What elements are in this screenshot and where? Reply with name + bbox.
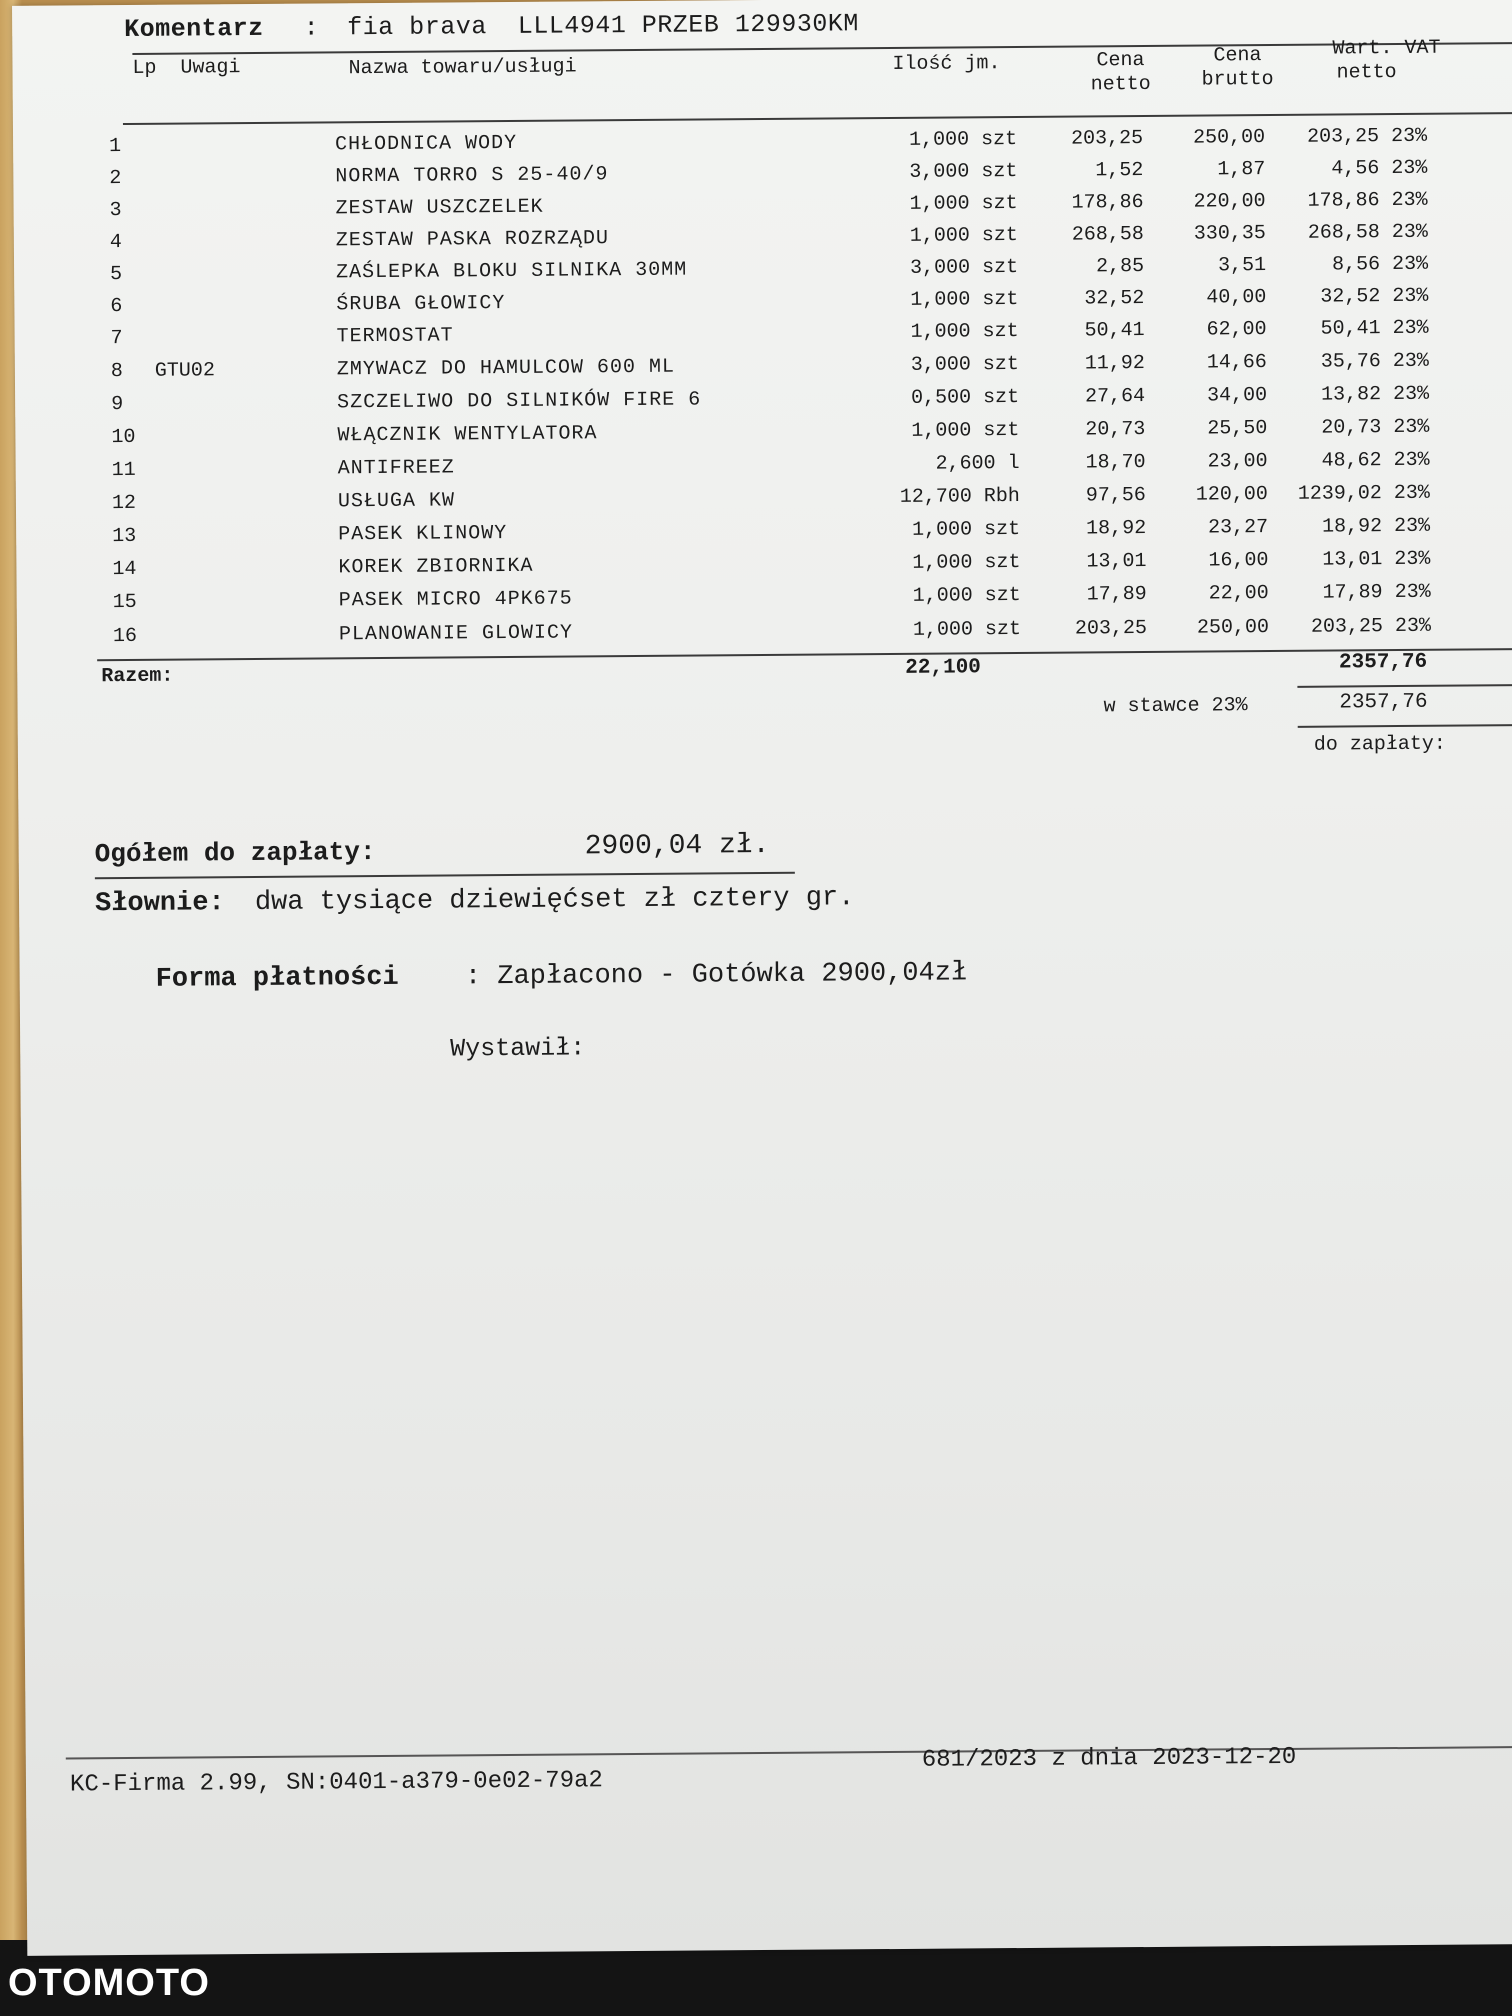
header-value-line1: Wart. VAT xyxy=(1332,36,1441,61)
row-name: ZAŚLEPKA BLOKU SILNIKA 30MM xyxy=(336,258,688,285)
invoice-page xyxy=(12,0,1512,1956)
row-name: ZMYWACZ DO HAMULCOW 600 ML xyxy=(336,355,676,382)
row-net: 18,92 xyxy=(1086,516,1147,541)
totals-qty: 22,100 xyxy=(905,656,981,680)
row-lp: 4 xyxy=(109,231,122,255)
row-name: PASEK MICRO 4PK675 xyxy=(338,587,573,613)
grand-total-value: 2900,04 zł. xyxy=(584,829,770,863)
row-value: 35,76 23% xyxy=(1320,349,1429,374)
row-value: 32,52 23% xyxy=(1320,284,1429,309)
row-lp: 1 xyxy=(109,135,122,159)
header-qty: Ilość jm. xyxy=(892,52,1001,76)
row-value: 17,89 23% xyxy=(1322,580,1431,605)
row-qty: 1,000 szt xyxy=(912,517,1021,542)
payment-value: : Zapłacono - Gotówka 2900,04zł xyxy=(464,958,968,993)
row-value: 268,58 23% xyxy=(1307,220,1428,245)
row-gross: 1,87 xyxy=(1217,158,1266,182)
rate-label: w stawce 23% xyxy=(1103,694,1248,719)
row-gross: 62,00 xyxy=(1206,318,1267,342)
row-qty: 1,000 szt xyxy=(910,287,1019,312)
row-value: 1239,02 23% xyxy=(1297,481,1430,506)
row-net: 20,73 xyxy=(1085,418,1146,442)
row-name: WŁĄCZNIK WENTYLATORA xyxy=(337,422,598,448)
header-gross-line1: Cena xyxy=(1213,44,1262,68)
row-name: ZESTAW PASKA ROZRZĄDU xyxy=(335,227,610,253)
row-gross: 220,00 xyxy=(1193,190,1266,214)
row-gross: 22,00 xyxy=(1208,582,1269,606)
header-net-line1: Cena xyxy=(1096,48,1145,73)
header-net-line2: netto xyxy=(1090,72,1151,97)
row-net: 50,41 xyxy=(1084,319,1145,343)
words-row xyxy=(95,883,855,919)
row-name: CHŁODNICA WODY xyxy=(335,131,518,157)
row-gross: 3,51 xyxy=(1217,254,1267,278)
header-bottom-rule xyxy=(123,112,1512,125)
rate-value-rule xyxy=(1298,724,1512,728)
row-qty: 12,700 Rbh xyxy=(899,484,1020,509)
comment-text: fia brava LLL4941 PRZEB 129930KM xyxy=(347,9,859,43)
grand-total-label: Ogółem do zapłaty: xyxy=(94,837,376,870)
row-gross: 34,00 xyxy=(1207,384,1268,408)
header-name: Nazwa towaru/usługi xyxy=(348,55,577,81)
header-gross xyxy=(1192,44,1282,93)
row-qty: 3,000 szt xyxy=(909,160,1018,184)
row-net: 97,56 xyxy=(1085,484,1146,508)
comment-separator: : xyxy=(303,13,320,43)
comment-row xyxy=(124,9,859,44)
row-value: 20,73 23% xyxy=(1321,415,1430,440)
row-name: KOREK ZBIORNIKA xyxy=(338,554,534,580)
row-net: 203,25 xyxy=(1074,616,1148,641)
to-pay-label: do zapłaty: xyxy=(1313,732,1446,757)
payment-label: Forma płatności xyxy=(155,962,399,995)
row-lp: 2 xyxy=(109,167,122,191)
rate-value: 2357,76 xyxy=(1339,690,1428,715)
row-gross: 40,00 xyxy=(1206,286,1267,310)
row-gross: 120,00 xyxy=(1195,483,1268,507)
header-lp: Lp xyxy=(132,56,157,80)
row-lp: 10 xyxy=(111,425,136,450)
row-value: 18,92 23% xyxy=(1322,514,1431,539)
row-lp: 12 xyxy=(111,491,137,516)
row-name: USŁUGA KW xyxy=(337,489,456,514)
row-name: PLANOWANIE GLOWICY xyxy=(338,621,574,647)
totals-label: Razem: xyxy=(101,664,174,689)
row-qty: 2,600 l xyxy=(935,451,1020,476)
row-name: PASEK KLINOWY xyxy=(338,522,508,547)
header-gross-line2: brutto xyxy=(1201,67,1274,92)
row-qty: 3,000 szt xyxy=(909,255,1019,280)
invoice-reference: 681/2023 z dnia 2023-12-20 xyxy=(921,1743,1297,1774)
row-lp: 16 xyxy=(112,624,138,649)
row-qty: 1,000 szt xyxy=(912,617,1022,642)
totals-value: 2357,76 xyxy=(1338,650,1428,675)
row-net: 27,64 xyxy=(1085,385,1146,409)
row-uwagi: GTU02 xyxy=(154,359,216,383)
issued-by-label: Wystawił: xyxy=(450,1033,586,1064)
row-lp: 14 xyxy=(112,557,137,582)
row-qty: 1,000 szt xyxy=(909,191,1018,216)
row-gross: 23,00 xyxy=(1207,450,1268,474)
row-qty: 3,000 szt xyxy=(910,352,1019,377)
row-net: 1,52 xyxy=(1095,159,1144,183)
row-qty: 0,500 szt xyxy=(911,385,1020,410)
words-label: Słownie: xyxy=(94,888,225,920)
words-value: dwa tysiące dziewięćset zł cztery gr. xyxy=(254,883,855,919)
row-name: ŚRUBA GŁOWICY xyxy=(336,292,506,317)
otomoto-logo: OTOMOTO xyxy=(8,1962,210,2004)
row-net: 11,92 xyxy=(1084,352,1145,376)
header-uwagi: Uwagi xyxy=(180,56,241,80)
row-value: 178,86 23% xyxy=(1307,188,1428,213)
row-net: 268,58 xyxy=(1071,223,1144,247)
comment-label: Komentarz xyxy=(124,13,264,45)
row-lp: 6 xyxy=(110,295,123,319)
row-name: NORMA TORRO S 25-40/9 xyxy=(335,163,609,189)
row-net: 32,52 xyxy=(1084,287,1145,311)
row-value: 50,41 23% xyxy=(1320,316,1429,341)
row-value: 203,25 23% xyxy=(1306,124,1428,149)
row-lp: 13 xyxy=(112,524,137,549)
row-gross: 16,00 xyxy=(1208,549,1269,573)
row-net: 13,01 xyxy=(1086,549,1147,574)
row-qty: 1,000 szt xyxy=(912,550,1021,575)
row-qty: 1,000 szt xyxy=(912,583,1021,608)
row-net: 17,89 xyxy=(1086,582,1147,607)
row-name: ANTIFREEZ xyxy=(337,456,455,481)
grand-total-rule xyxy=(95,872,795,879)
row-value: 8,56 23% xyxy=(1331,252,1429,277)
payment-row xyxy=(156,958,968,994)
row-value: 203,25 23% xyxy=(1310,614,1432,639)
software-info: KC-Firma 2.99, SN:0401-a379-0e02-79a2 xyxy=(69,1767,603,1799)
row-lp: 5 xyxy=(110,263,123,287)
row-qty: 1,000 szt xyxy=(911,418,1020,443)
header-value xyxy=(1332,37,1440,86)
row-net: 2,85 xyxy=(1096,255,1145,279)
header-net xyxy=(1080,49,1160,98)
row-lp: 3 xyxy=(109,199,122,223)
row-gross: 14,66 xyxy=(1206,351,1267,375)
row-lp: 8 xyxy=(110,360,124,384)
row-gross: 330,35 xyxy=(1193,222,1266,246)
row-lp: 11 xyxy=(111,458,136,483)
row-gross: 23,27 xyxy=(1208,516,1269,540)
header-top-rule xyxy=(132,42,1512,55)
row-lp: 7 xyxy=(110,327,123,351)
totals-value-rule xyxy=(1297,684,1512,688)
row-net: 203,25 xyxy=(1070,127,1144,151)
row-net: 18,70 xyxy=(1085,451,1146,475)
row-value: 4,56 23% xyxy=(1331,156,1428,181)
header-value-line2: netto xyxy=(1336,61,1397,85)
row-value: 48,62 23% xyxy=(1321,448,1430,473)
row-net: 178,86 xyxy=(1071,191,1144,215)
row-qty: 1,000 szt xyxy=(910,319,1019,344)
row-value: 13,01 23% xyxy=(1322,547,1431,572)
row-gross: 250,00 xyxy=(1192,126,1266,150)
row-name: TERMOSTAT xyxy=(336,324,454,349)
row-gross: 250,00 xyxy=(1196,616,1270,640)
row-name: SZCZELIWO DO SILNIKÓW FIRE 6 xyxy=(337,388,702,415)
row-qty: 1,000 szt xyxy=(909,223,1018,248)
row-name: ZESTAW USZCZELEK xyxy=(335,195,544,221)
row-qty: 1,000 szt xyxy=(908,128,1018,152)
row-value: 13,82 23% xyxy=(1320,382,1430,407)
row-lp: 15 xyxy=(112,590,137,615)
row-lp: 9 xyxy=(111,393,124,417)
row-gross: 25,50 xyxy=(1207,417,1268,441)
